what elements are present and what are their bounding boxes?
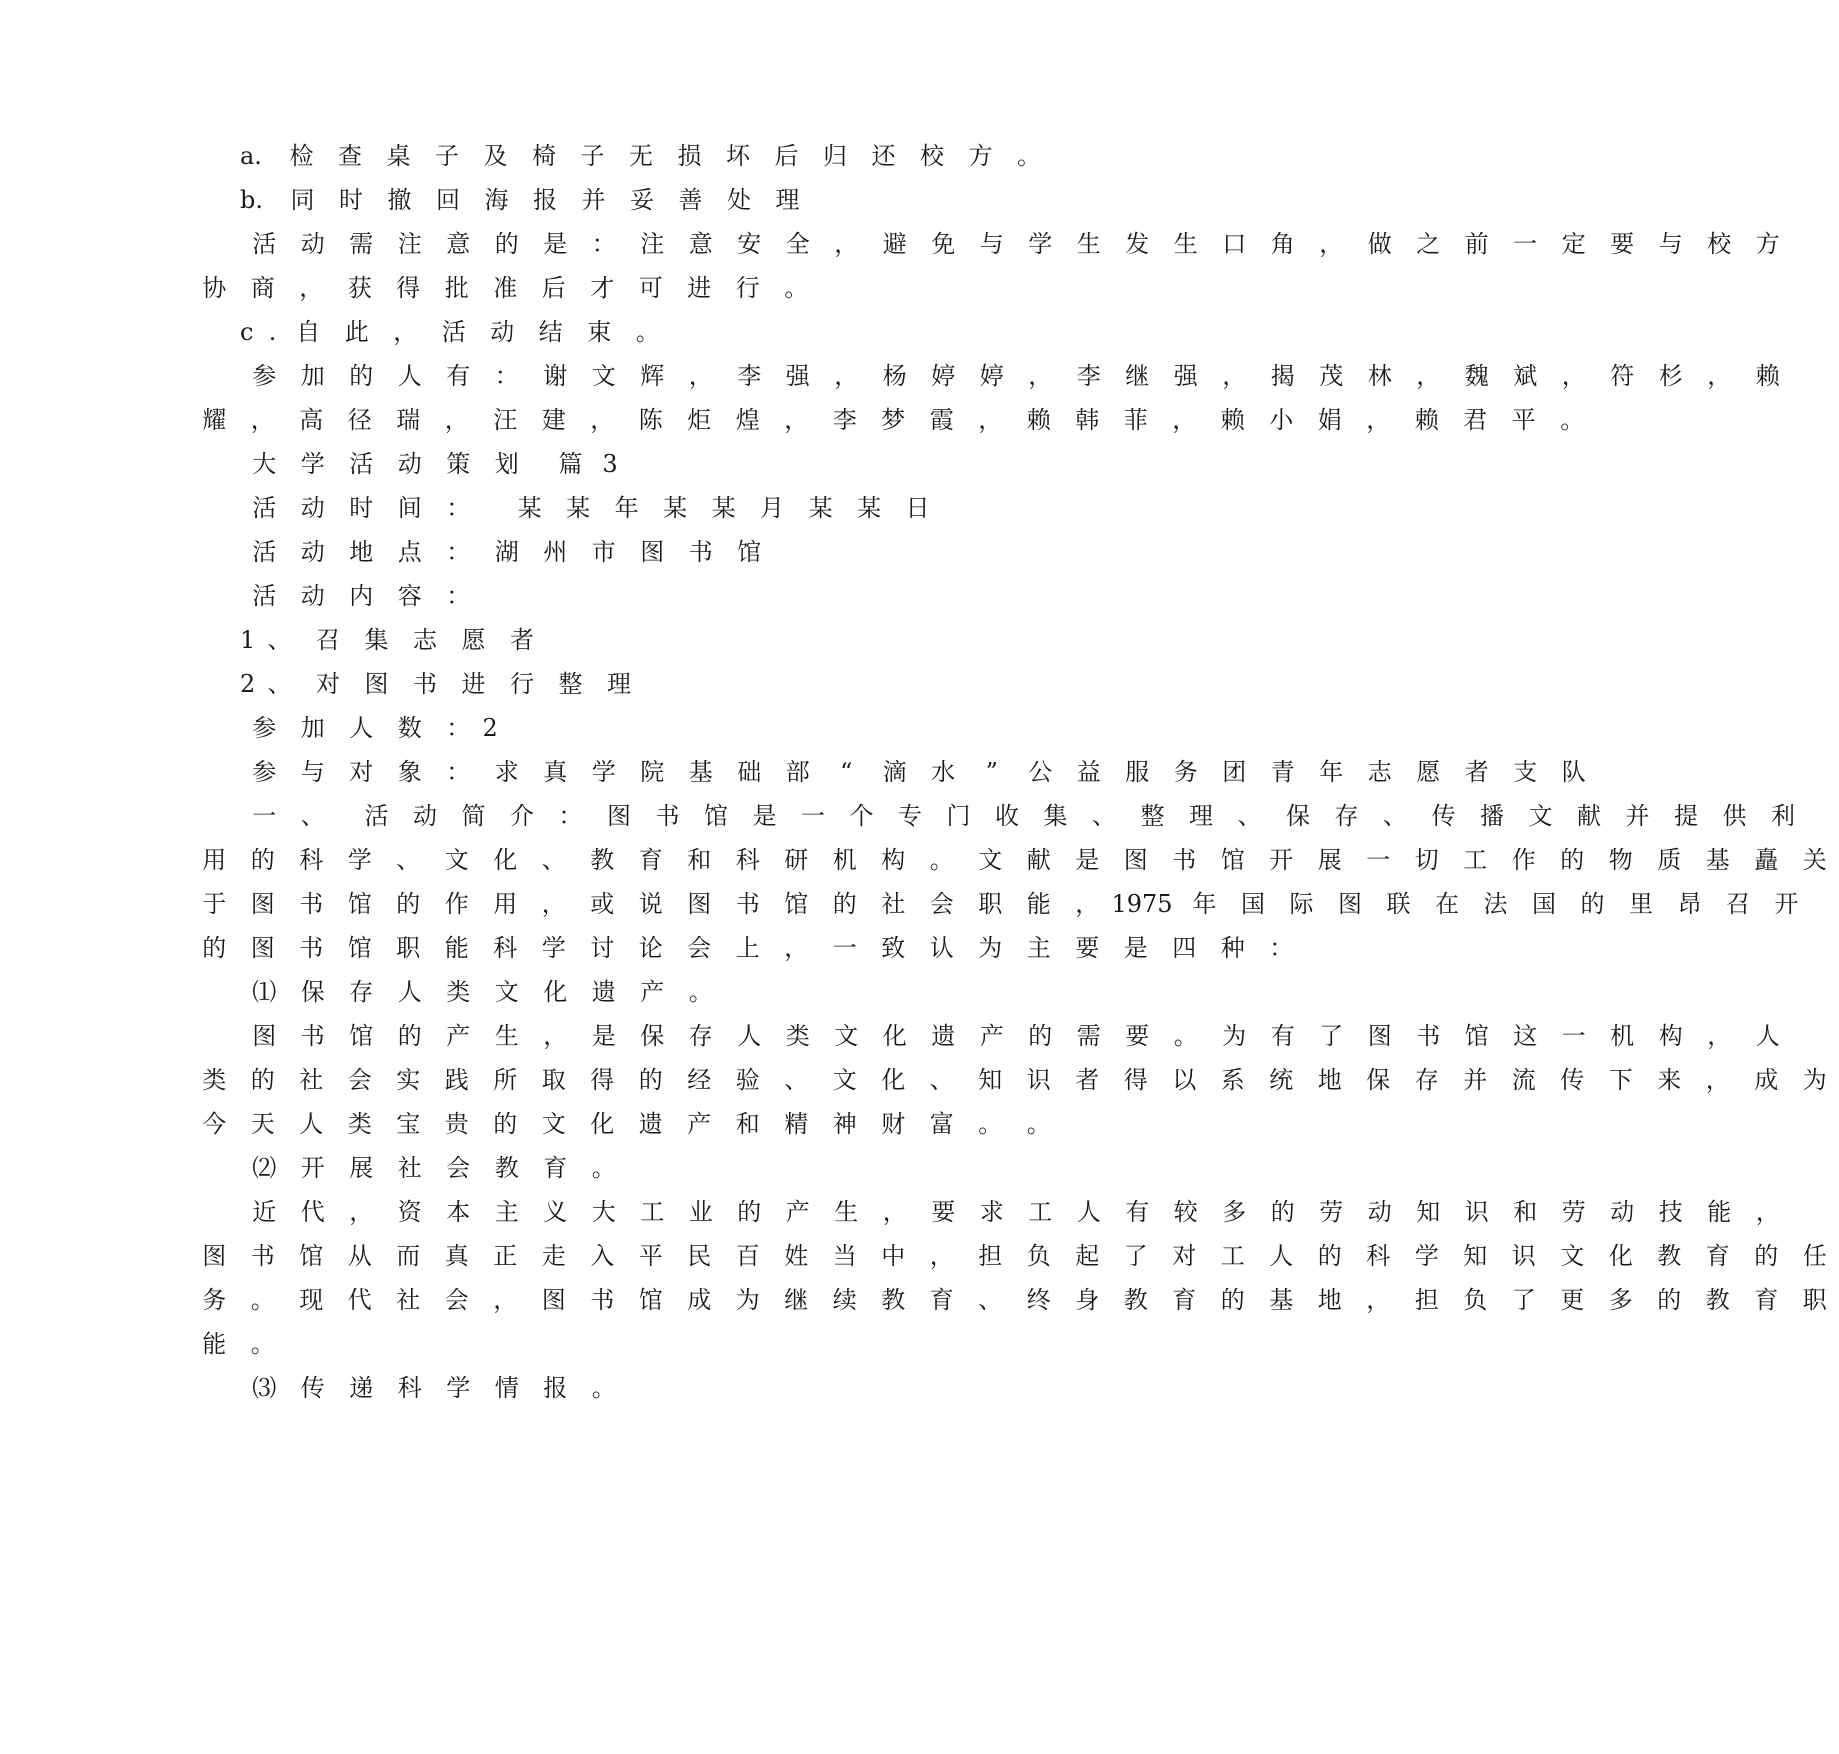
text-line-13: 2 、 对 图 书 进 行 整 理 — [240, 670, 632, 698]
text-line-26: 图 书 馆 从 而 真 正 走 入 平 民 百 姓 当 中 ， 担 负 起 了 对 工 人 的 科 学 知 识 文 化 教 育 的 任 — [202, 1242, 1827, 1270]
text-line-15: 参 与 对 象 ： 求 真 学 院 基 础 部 “ 滴 水 ” 公 益 服 务 团 青 年 志 愿 者 支 队 — [252, 758, 1586, 786]
text-line-14: 参 加 人 数 ： 2 — [252, 714, 498, 742]
text-line-27: 务 。 现 代 社 会 ， 图 书 馆 成 为 继 续 教 育 、 终 身 教 育 的 基 地 ， 担 负 了 更 多 的 教 育 职 — [202, 1286, 1827, 1314]
text-line-2: b. 同 时 撤 回 海 报 并 妥 善 处 理 — [240, 186, 800, 214]
text-line-24: ⑵ 开 展 社 会 教 育 。 — [252, 1154, 616, 1182]
text-line-7: 耀 ， 高 径 瑞 ， 汪 建 ， 陈 炬 煌 ， 李 梦 霞 ， 赖 韩 菲 ， 赖 小 娟 ， 赖 君 平 。 — [202, 406, 1585, 434]
text-line-4: 协 商 ， 获 得 批 准 后 才 可 进 行 。 — [202, 274, 809, 302]
text-line-11: 活 动 内 容 ： — [252, 582, 471, 610]
text-line-10: 活 动 地 点 ： 湖 州 市 图 书 馆 — [252, 538, 762, 566]
text-line-25: 近 代 ， 资 本 主 义 大 工 业 的 产 生 ， 要 求 工 人 有 较 多 的 劳 动 知 识 和 劳 动 技 能 ， — [252, 1198, 1780, 1226]
text-line-5: c . 自 此 ， 活 动 结 束 。 — [240, 318, 660, 346]
text-line-21: 图 书 馆 的 产 生 ， 是 保 存 人 类 文 化 遗 产 的 需 要 。 为 有 了 图 书 馆 这 一 机 构 ， 人 — [252, 1022, 1780, 1050]
section-heading: 大 学 活 动 策 划 篇 3 — [252, 450, 618, 478]
text-line-18: 于 图 书 馆 的 作 用 ， 或 说 图 书 馆 的 社 会 职 能 ， 1975 年 国 际 图 联 在 法 国 的 里 昂 召 开 — [202, 890, 1799, 918]
text-line-17: 用 的 科 学 、 文 化 、 教 育 和 科 研 机 构 。 文 献 是 图 书 馆 开 展 一 切 工 作 的 物 质 基 矗 关 — [202, 846, 1827, 874]
text-line-16: 一 、 活 动 简 介 ： 图 书 馆 是 一 个 专 门 收 集 、 整 理 、 保 存 、 传 播 文 献 并 提 供 利 — [252, 802, 1796, 830]
text-line-6: 参 加 的 人 有 ： 谢 文 辉 ， 李 强 ， 杨 婷 婷 ， 李 继 强 ， 揭 茂 林 ， 魏 斌 ， 符 杉 ， 赖 — [252, 362, 1780, 390]
text-line-23: 今 天 人 类 宝 贵 的 文 化 遗 产 和 精 神 财 富 。 。 — [202, 1110, 1051, 1138]
text-line-22: 类 的 社 会 实 践 所 取 得 的 经 验 、 文 化 、 知 识 者 得 以 系 统 地 保 存 并 流 传 下 来 ， 成 为 — [202, 1066, 1827, 1094]
text-line-28: 能 。 — [202, 1330, 275, 1358]
text-line-19: 的 图 书 馆 职 能 科 学 讨 论 会 上 ， 一 致 认 为 主 要 是 四 种 ： — [202, 934, 1294, 962]
text-line-29: ⑶ 传 递 科 学 情 报 。 — [252, 1374, 616, 1402]
text-line-3: 活 动 需 注 意 的 是 ： 注 意 安 全 ， 避 免 与 学 生 发 生 口 角 ， 做 之 前 一 定 要 与 校 方 — [252, 230, 1780, 258]
text-line-20: ⑴ 保 存 人 类 文 化 遗 产 。 — [252, 978, 713, 1006]
text-line-9: 活 动 时 间 ： 某 某 年 某 某 月 某 某 日 — [252, 494, 930, 522]
text-line-12: 1 、 召 集 志 愿 者 — [240, 626, 535, 654]
text-line-1: a. 检 查 桌 子 及 椅 子 无 损 坏 后 归 还 校 方 。 — [240, 142, 1041, 170]
